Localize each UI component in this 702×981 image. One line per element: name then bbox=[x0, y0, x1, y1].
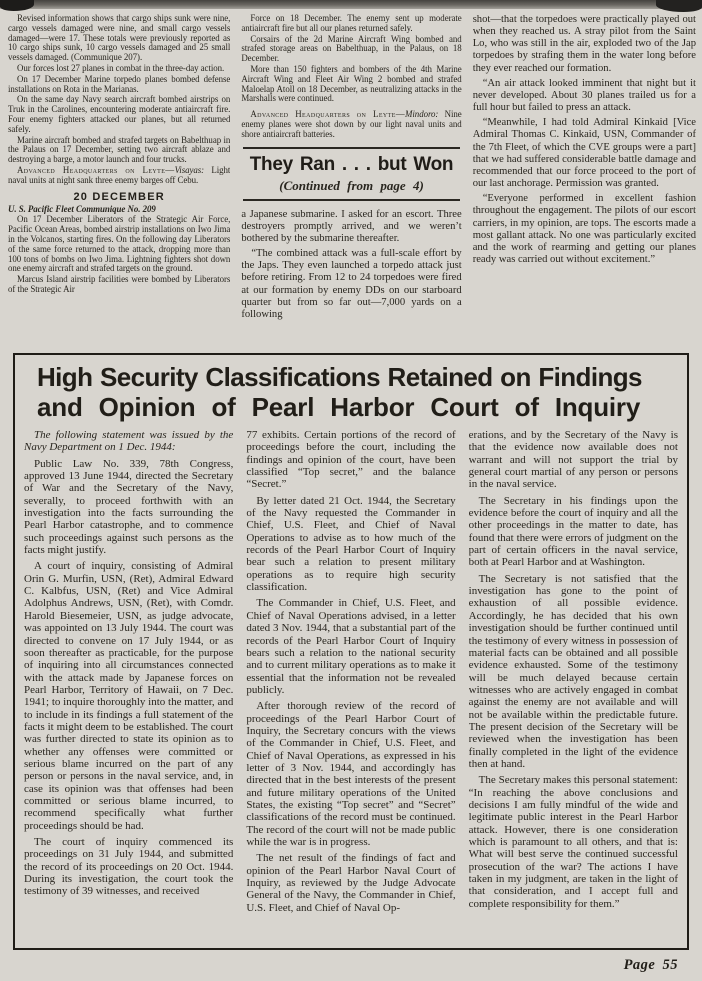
paragraph: More than 150 fighters and bombers of the 4th Marine Aircraft Wing and Fleet Air Wing 2 bombed and strafed Maloelap Atoll on 18 December, as neutralizing attacks in the Marshalls were continued. bbox=[241, 63, 462, 104]
scan-artifact-blob-left bbox=[0, 0, 34, 11]
headline-line-1: High Security Classifications Retained on Findings bbox=[37, 362, 642, 392]
scan-artifact-band bbox=[0, 0, 702, 9]
paragraph: On the same day Navy search aircraft bombed airstrips on Truk in the Carolines, encountering moderate antiaircraft fire. Four enemy fighters attacked our planes, but all returned safely. bbox=[8, 94, 231, 134]
paragraph: a Japanese submarine. I asked for an escort. Three destroyers promptly arrived, and we weren’t bothered by the submarine thereafter. bbox=[241, 208, 462, 244]
box-column-right bbox=[469, 429, 678, 915]
page-number: Page 55 bbox=[623, 957, 678, 973]
paragraph: The Secretary makes this personal statement: “In reaching the above conclusions and decisions I am fully mindful of the wide and legitimate public interest in the Pearl Harbor attack. However, there is one consideration which is paramount to all others, and that is: What will best serve the continued successful prosecution of the war? The actions I have taken in my judgment, are taken in the light of that consideration, and I accept full and complete responsibility for them.” bbox=[468, 774, 678, 910]
paragraph: 77 exhibits. Certain portions of the record of proceedings before the court, including the findings and opinion of the court, have been classified “Top secret,” and the balance “Secret.” bbox=[246, 429, 456, 491]
paragraph: Revised information shows that cargo ships sunk were nine, cargo vessels damaged were nine, and small cargo vessels damaged—were 17. These totals were previously reported as 10 cargo ships sunk, 10 cargo vessels damaged and 25 small vessels damaged. (Communique 207). bbox=[8, 14, 231, 63]
paragraph: Our forces lost 27 planes in combat in the three-day action. bbox=[17, 62, 225, 73]
hq-place: Visayas: bbox=[174, 164, 205, 175]
hq-lead: Advanced Headquarters on Leyte— bbox=[17, 164, 175, 175]
hq-text: Light naval units at night sank three enemy barges off Cebu. bbox=[8, 164, 231, 185]
paragraph: By letter dated 21 Oct. 1944, the Secretary of the Navy requested the Commander in Chief, U.S. Fleet, and Chief of Naval Operations to advise as to how much of the records of the Pearl Harbor Court of Inquiry bear such a relation to present military operations as to require high security classification. bbox=[246, 494, 456, 594]
top-section bbox=[8, 14, 696, 352]
paragraph: The net result of the findings of fact and opinion of the Pearl Harbor Naval Court of Inquiry, as reviewed by the Judge Advocate General of the Navy, the Commander in Chief, U.S. Fleet, and Chief of Naval Op- bbox=[246, 852, 456, 914]
they-ran-header-box bbox=[243, 147, 459, 201]
article-title: They Ran . . . but Won bbox=[249, 153, 454, 175]
paragraph: “The combined attack was a full-scale effort by the Japs. They even launched a torpedo attack just before retiring. From 12 to 24 torpedoes were fired at our formation by enemy DDs on our starboard quarter but from so far out—7,000 yards on a following bbox=[241, 248, 462, 320]
paragraph: The Commander in Chief, U.S. Fleet, and Chief of Naval Operations advised, in a letter dated 3 Nov. 1944, that a substantial part of the records of the Pearl Harbor Court of Inquiry bears such a relation to the national security and to current military operations as to make it essential that the information not be revealed publicly. bbox=[246, 597, 456, 696]
paragraph: The Secretary in his findings upon the evidence before the court of inquiry and all the other proceedings in the matter to date, has found that there were errors of judgment on the part of certain officers in the naval service, both at Pearl Harbor and at Washington. bbox=[468, 494, 678, 569]
column-right bbox=[473, 14, 696, 352]
hq-text: Nine enemy planes were shot down by our light naval units and shore antiaircraft batteries. bbox=[241, 109, 462, 139]
paragraph: Force on 18 December. The enemy sent up moderate antiaircraft fire but all our planes returned safely. bbox=[241, 14, 462, 33]
continued-from-note: (Continued from page 4) bbox=[279, 177, 424, 193]
paragraph: erations, and by the Secretary of the Navy is that the evidence now available does not warrant and will not support the trial by general court martial of any person or persons in the naval service. bbox=[468, 429, 678, 491]
paragraph: Marcus Island airstrip facilities were bombed by Liberators of the Strategic Air bbox=[8, 274, 231, 294]
paragraph: “An air attack looked imminent that night but it never developed. About 30 planes trailed us for a full hour but failed to press an attack. bbox=[472, 77, 696, 114]
paragraph-advanced-hq-visayas bbox=[8, 166, 230, 186]
paragraph: The court of inquiry commenced its proceedings on 31 July 1944, and submitted the record of its proceedings on 20 Oct. 1944. During its investigation, the court took the testimony of 39 witnesses, and received bbox=[24, 836, 234, 898]
column-middle bbox=[241, 14, 461, 352]
pearl-harbor-inquiry-article-box bbox=[13, 353, 689, 950]
scan-artifact-blob-right bbox=[656, 0, 702, 12]
communique-title: U. S. Pacific Fleet Communique No. 209 bbox=[8, 203, 156, 214]
box-column-middle bbox=[246, 429, 455, 915]
paragraph-advanced-hq-mindoro bbox=[241, 110, 461, 139]
column-left bbox=[8, 14, 230, 352]
hq-lead: Advanced Headquarters on Leyte— bbox=[250, 109, 406, 120]
paragraph: shot—that the torpedoes were practically played out when they reached us. A stray pilot from the Saint Lo, who was still in the air, exploded two of the Jap torpedoes by strafing them in the water long before they ever reached our formation. bbox=[472, 14, 696, 74]
paragraph: “Everyone performed in excellent fashion throughout the engagement. The pilots of our escort carriers, in my opinion, are tops. The escorts made a most gallant attack. No one was particularly excited and the work of rearming and getting our planes ready was carried out without excitement.” bbox=[472, 193, 696, 265]
paragraph: Public Law No. 339, 78th Congress, approved 13 June 1944, directed the Secretary of War and the Secretary of the Navy, severally, to proceed forthwith with an investigation into the facts surrounding the Pearl Harbor catastrophe, and to commence such proceedings against such persons as the facts might justify. bbox=[24, 457, 234, 557]
paragraph: A court of inquiry, consisting of Admiral Orin G. Murfin, USN, (Ret), Admiral Edward C. Kalbfus, USN, (Ret) and Vice Admiral Adolphus Andrews, USN, (Ret), with Comdr. Harold Biesemeier, USN, as judge advocate, was appointed on 13 July 1944. The court was directed to convene on 17 July 1944, or as soon thereafter as practicable, for the purpose of inquiring into all circumstances connected with the attack made by Japanese forces on Pearl Harbor, Territory of Hawaii, on 7 Dec. 1941; to inquire thoroughly into the matter, and to include in its findings a full statement of the facts it might deem to be established. The court was further directed to state its opinion as to whether any offenses were committed or serious blame incurred on the part of any person or persons in the naval service, and, in case its opinion was that offenses had been committed or serious blame incurred, to recommend specifically what further proceedings should be had. bbox=[24, 560, 234, 832]
article-headline bbox=[37, 362, 678, 422]
paragraph: “Meanwhile, I had told Admiral Kinkaid [Vice Admiral Thomas C. Kinkaid, USN, Commander of the 7th Fleet, of which the CVE groups were a part] that we had suffered considerable battle damage and recommended that our force proceed to the port of our last anchorage. Permission was granted. bbox=[472, 117, 696, 190]
paragraph: After thorough review of the record of proceedings of the Pearl Harbor Court of Inquiry, the Secretary concurs with the views of the Commander in Chief, U.S. Fleet, and Chief of Naval Operations, as expressed in his letter of 3 Nov. 1944, and accordingly has directed that in the best interests of the present and future military operations of the United States, the existing “Top secret” and “Secret” classifications of the record must be continued. The record of the court will not be made public while the war is in progress. bbox=[246, 700, 456, 848]
paragraph: On 17 December Marine torpedo planes bombed defense installations on Rota in the Marianas. bbox=[8, 73, 231, 94]
paragraph: On 17 December Liberators of the Strategic Air Force, Pacific Ocean Areas, bombed airstrip installations on Iwo Jima in the Volcanos, starting fires. On the following day Liberators of the same force returned to the attack, dropping more than 100 tons of bombs on Iwo Jima. Lightning fighters shot down one enemy aircraft and strafed targets on the ground. bbox=[8, 214, 231, 274]
communique-continuation bbox=[241, 14, 461, 140]
statement-intro: The following statement was issued by the Navy Department on 1 Dec. 1944: bbox=[24, 429, 234, 454]
paragraph: Corsairs of the 2d Marine Aircraft Wing bombed and strafed storage areas on Babelthuap, in the Palaus, on 18 December. bbox=[241, 33, 462, 64]
headline-line-2: and Opinion of Pearl Harbor Court of Inquiry bbox=[37, 392, 641, 422]
hq-place: Mindoro: bbox=[405, 109, 439, 120]
paragraph: The Secretary is not satisfied that the investigation has gone to the point of exhaustion of all possible evidence. Accordingly, he has decided that his own investigation should be further continued until the testimony of every witness in possession of material facts can be obtained and all possible evidence exhausted. Some of the testimony will be much delayed because certain witnesses who are actively engaged in combat against the enemy are not available and will not be available within the predictable future. The present decision of the Secretary will be reviewed when the investigation has been finally completed in the light of the evidence then at hand. bbox=[468, 572, 678, 770]
article-text bbox=[241, 209, 461, 321]
date-heading: 20 DECEMBER bbox=[73, 190, 165, 203]
box-column-left bbox=[24, 429, 233, 915]
article-body bbox=[24, 429, 678, 915]
paragraph: Marine aircraft bombed and strafed targets on Babelthuap in the Palaus on 17 December, setting two aircraft ablaze and destroying a barge, a motor launch and four trucks. bbox=[8, 134, 231, 165]
